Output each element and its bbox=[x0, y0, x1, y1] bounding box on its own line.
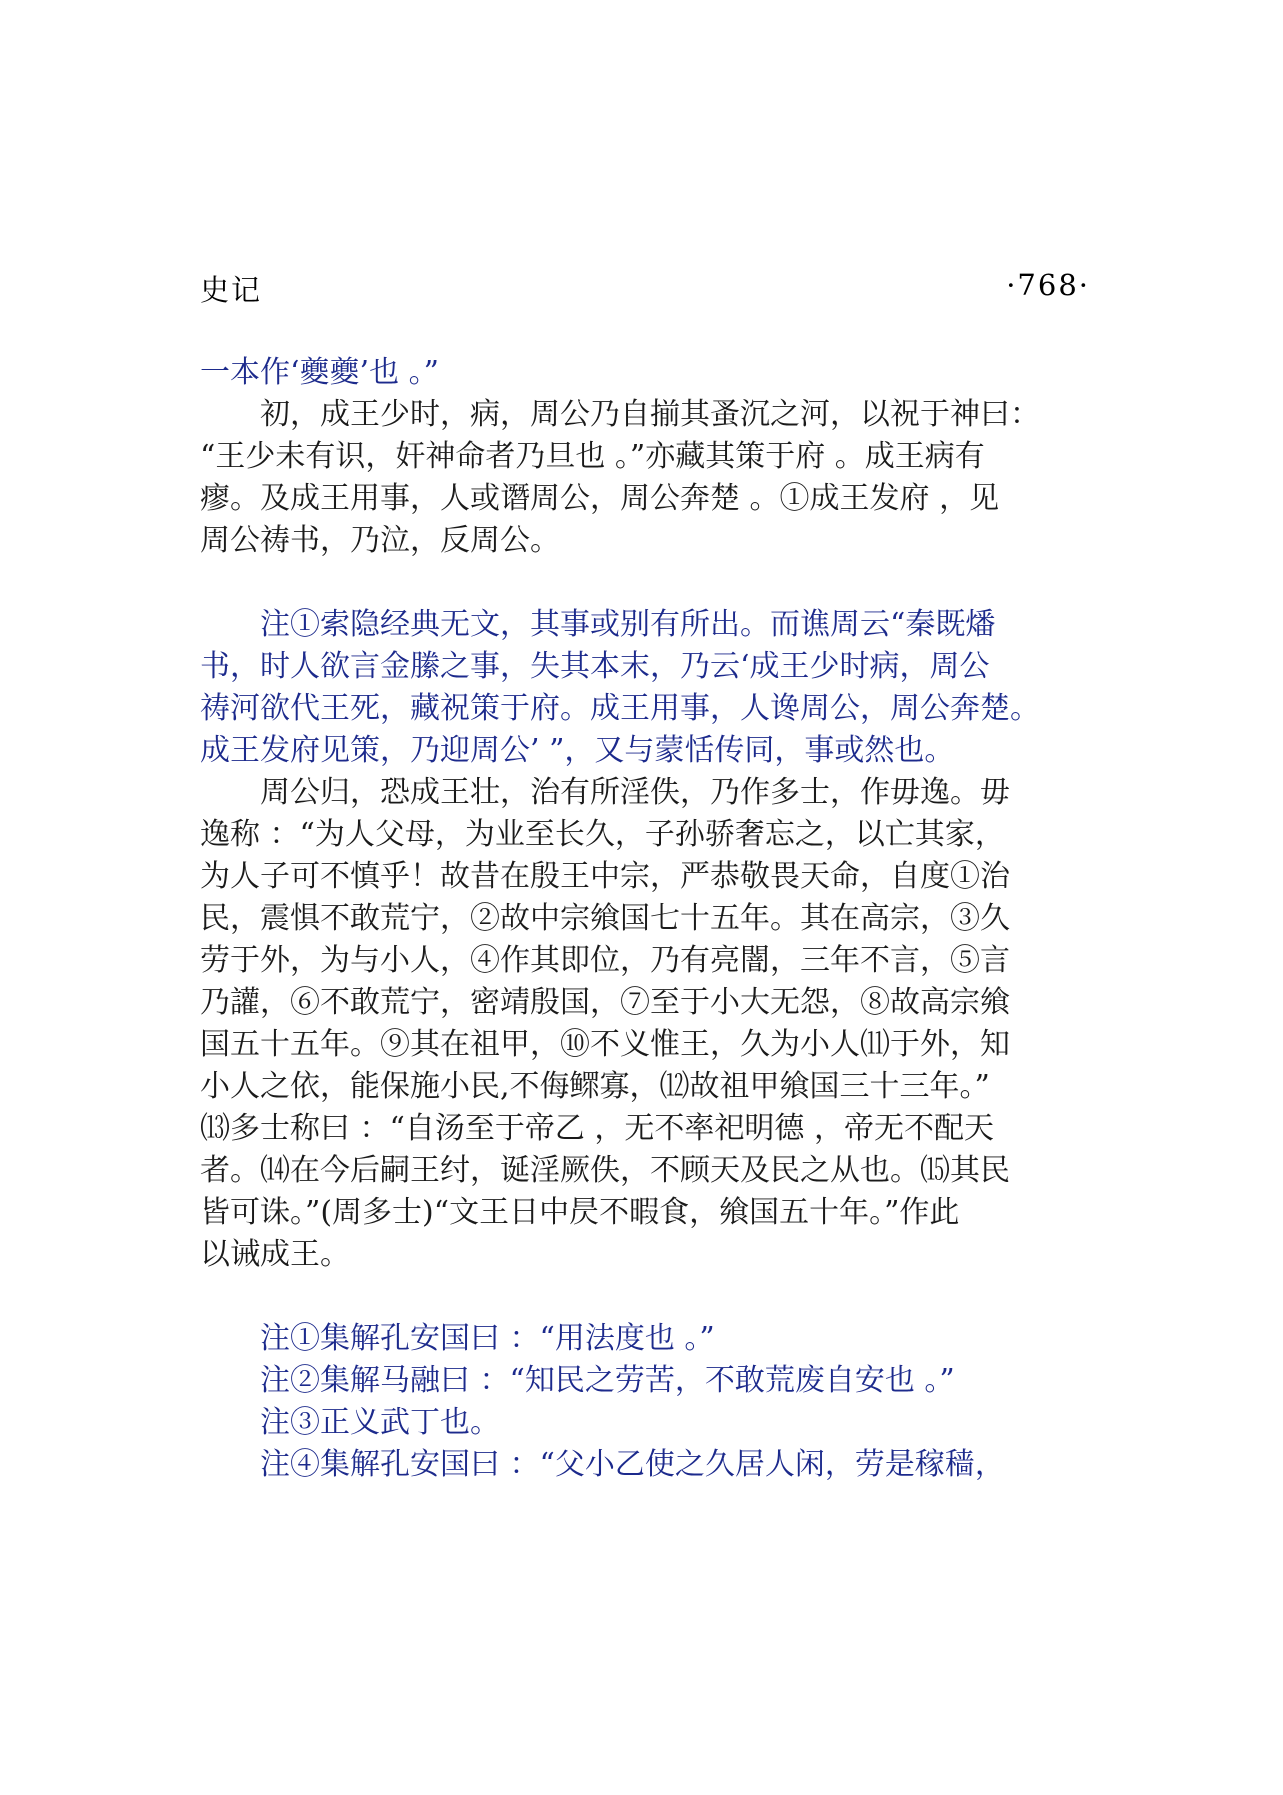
text-line: ⒀多士称曰 ：“自汤至于帝乙 ，无不率祀明德 ，帝无不配天 bbox=[200, 1111, 994, 1146]
note-continuation bbox=[200, 352, 1100, 394]
text-line: 周公归，恐成王壮，治有所淫佚，乃作多士，作毋逸。毋 bbox=[200, 775, 1010, 810]
main-text-paragraph-1 bbox=[200, 394, 1100, 562]
text-line: 民，震惧不敢荒宁，②故中宗飨国七十五年。其在高宗，③久 bbox=[200, 901, 1010, 936]
text-line: 小人之依，能保施小民,不侮鳏寡，⑿故祖甲飨国三十三年。” bbox=[200, 1069, 990, 1104]
text-line: 国五十五年。⑨其在祖甲，⑩不义惟王，久为小人⑾于外，知 bbox=[200, 1027, 1010, 1062]
text-line: 祷河欲代王死，藏祝策于府。成王用事，人谗周公，周公奔楚。 bbox=[200, 691, 1040, 726]
running-header bbox=[200, 268, 1090, 308]
text-line: 瘳。及成王用事，人或谮周公，周公奔楚 。①成王发府 ，见 bbox=[200, 481, 1000, 516]
text-line: 初，成王少时，病，周公乃自揃其蚤沉之河，以祝于神曰： bbox=[200, 397, 1040, 432]
text-line: 劳于外，为与小人，④作其即位，乃有亮闇，三年不言，⑤言 bbox=[200, 943, 1010, 978]
text-line: 注③正义武丁也。 bbox=[200, 1405, 500, 1440]
text-line: 注②集解马融曰 ：“知民之劳苦，不敢荒废自安也 。” bbox=[200, 1363, 955, 1398]
text-line: 以诫成王。 bbox=[200, 1237, 350, 1272]
text-line: 注①索隐经典无文，其事或别有所出。而谯周云“秦既燔 bbox=[200, 607, 996, 642]
text-line: 注①集解孔安国曰 ：“用法度也 。” bbox=[200, 1321, 715, 1356]
annotation-block-1 bbox=[200, 604, 1100, 772]
text-line: 一本作‘夔夔’也 。” bbox=[200, 355, 439, 390]
text-line: 书，时人欲言金縢之事，失其本末，乃云‘成王少时病，周公 bbox=[200, 649, 990, 684]
page-number: ·768· bbox=[1006, 268, 1090, 302]
text-line: 周公祷书，乃泣，反周公。 bbox=[200, 523, 560, 558]
text-line: “王少未有识，奸神命者乃旦也 。”亦藏其策于府 。成王病有 bbox=[200, 439, 985, 474]
text-line: 逸称 ：“为人父母，为业至长久，子孙骄奢忘之，以亡其家， bbox=[200, 817, 1005, 852]
main-text-paragraph-2 bbox=[200, 772, 1100, 1276]
text-line: 乃讙，⑥不敢荒宁，密靖殷国，⑦至于小大无怨，⑧故高宗飨 bbox=[200, 985, 1010, 1020]
text-line: 成王发府见策，乃迎周公’ ”，又与蒙恬传同，事或然也。 bbox=[200, 733, 955, 768]
annotation-block-2 bbox=[200, 1318, 1100, 1486]
text-line: 注④集解孔安国曰 ：“父小乙使之久居人闲，劳是稼穑， bbox=[200, 1447, 1005, 1482]
text-line: 者。⒁在今后嗣王纣，诞淫厥佚，不顾天及民之从也。⒂其民 bbox=[200, 1153, 1010, 1188]
book-title: 史记 bbox=[200, 273, 263, 307]
text-line: 为人子可不慎乎！故昔在殷王中宗，严恭敬畏天命，自度①治 bbox=[200, 859, 1010, 894]
text-line: 皆可诛。”(周多士)“文王日中昃不暇食，飨国五十年。”作此 bbox=[200, 1195, 960, 1230]
